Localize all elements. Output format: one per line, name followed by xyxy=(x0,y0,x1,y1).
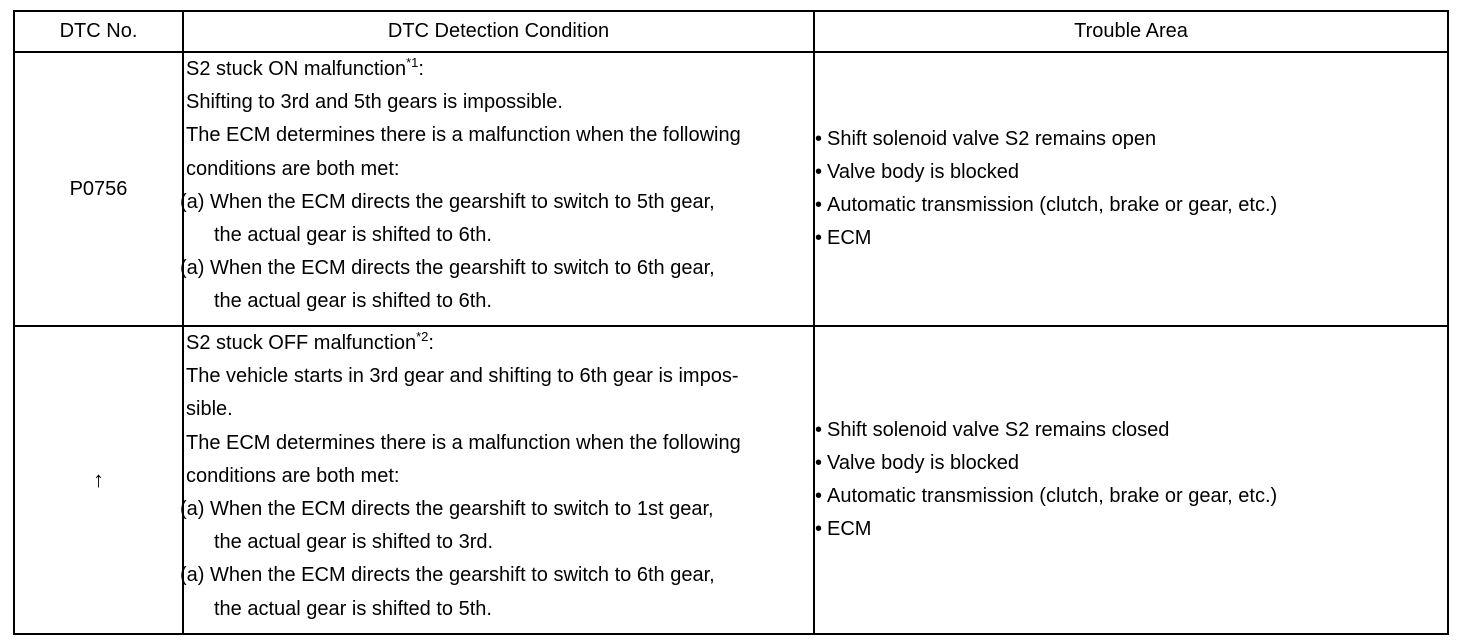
trouble-area-item: • Valve body is blocked xyxy=(815,156,1447,189)
bullet-icon: • xyxy=(815,518,823,541)
trouble-area-item: • ECM xyxy=(815,222,1447,255)
detection-condition-cell xyxy=(180,52,814,326)
trouble-area-item: • Automatic transmission (clutch, brake or gear, etc.) xyxy=(815,480,1447,513)
table-header-row xyxy=(14,11,1448,52)
condition-item-continued: the actual gear is shifted to 5th. xyxy=(214,597,492,620)
header-dtc-no: DTC No. xyxy=(14,11,183,52)
detection-condition-cell xyxy=(180,326,814,634)
condition-item-continued: the actual gear is shifted to 6th. xyxy=(214,224,492,247)
condition-line: sible. xyxy=(186,398,233,421)
condition-item-continued: the actual gear is shifted to 3rd. xyxy=(214,531,494,554)
trouble-area-item: • Valve body is blocked xyxy=(815,447,1447,480)
header-detection-condition: DTC Detection Condition xyxy=(183,11,814,52)
table-row xyxy=(14,326,1448,634)
table-row xyxy=(14,52,1448,326)
condition-item-continued: the actual gear is shifted to 6th. xyxy=(214,290,492,313)
dtc-code: P0756 xyxy=(14,52,183,326)
trouble-area-item: • ECM xyxy=(815,513,1447,546)
condition-item: (a) When the ECM directs the gearshift to switch to 5th gear, xyxy=(180,190,715,213)
condition-line: conditions are both met: xyxy=(186,157,400,180)
condition-line: The vehicle starts in 3rd gear and shifting to 6th gear is impos- xyxy=(186,365,739,388)
condition-title: S2 stuck OFF malfunction$^{*2}$: xyxy=(186,329,434,354)
trouble-area-cell xyxy=(814,52,1448,326)
trouble-area-item: • Shift solenoid valve S2 remains open xyxy=(815,123,1447,156)
bullet-icon: • xyxy=(815,160,823,183)
bullet-icon: • xyxy=(815,227,823,250)
condition-title: S2 stuck ON malfunction$^{*1}$: xyxy=(186,55,424,80)
dtc-table xyxy=(13,10,1449,635)
condition-line: The ECM determines there is a malfunction when the following xyxy=(186,124,741,147)
condition-line: Shifting to 3rd and 5th gears is impossible. xyxy=(186,91,563,114)
condition-line: conditions are both met: xyxy=(186,464,400,487)
bullet-icon: • xyxy=(815,127,823,150)
trouble-area-item: • Shift solenoid valve S2 remains closed xyxy=(815,414,1447,447)
condition-item: (a) When the ECM directs the gearshift to switch to 1st gear, xyxy=(180,498,714,521)
bullet-icon: • xyxy=(815,194,823,216)
bullet-icon: • xyxy=(815,418,823,441)
trouble-area-item: • Automatic transmission (clutch, brake or gear, etc.) xyxy=(815,189,1447,222)
footnote-mark: *1 xyxy=(406,55,419,70)
footnote-mark: *2 xyxy=(416,329,429,344)
condition-line: The ECM determines there is a malfunction when the following xyxy=(186,431,741,454)
condition-item: (a) When the ECM directs the gearshift to switch to 6th gear, xyxy=(180,257,715,280)
bullet-icon: • xyxy=(815,451,823,474)
bullet-icon: • xyxy=(815,485,823,507)
trouble-area-cell xyxy=(814,326,1448,634)
same-as-above-arrow-icon: ↑ xyxy=(14,326,183,634)
condition-item: (a) When the ECM directs the gearshift to switch to 6th gear, xyxy=(180,564,715,587)
header-trouble-area: Trouble Area xyxy=(814,11,1448,52)
